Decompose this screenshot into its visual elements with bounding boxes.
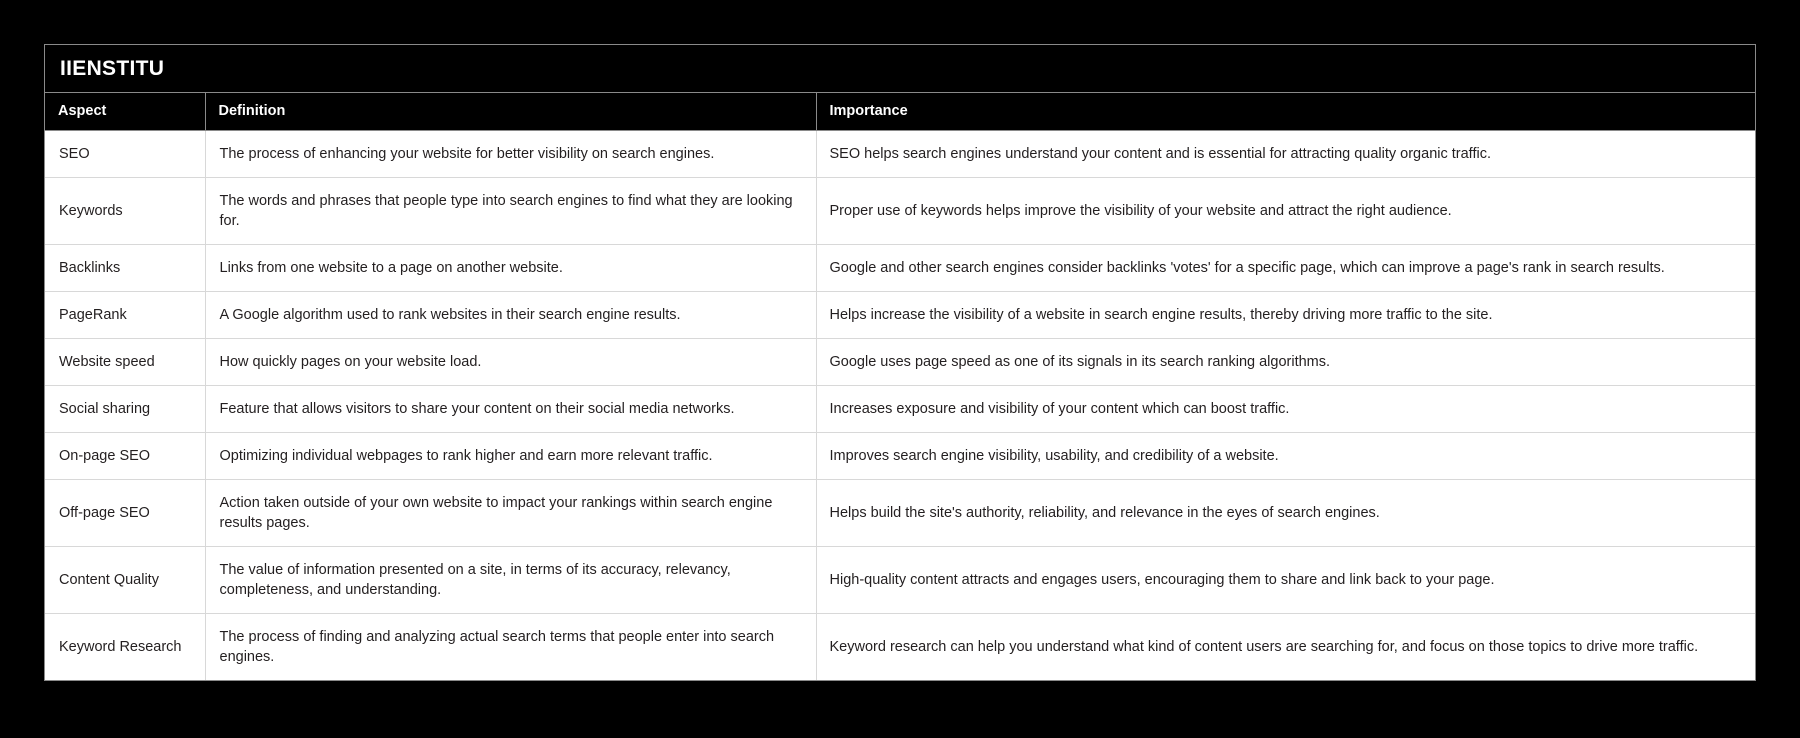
cell-aspect: Keyword Research [45, 614, 205, 681]
table-row [45, 480, 1755, 547]
cell-definition: The words and phrases that people type into search engines to find what they are looking for. [205, 178, 816, 245]
cell-importance: SEO helps search engines understand your content and is essential for attracting quality organic traffic. [816, 131, 1755, 178]
cell-importance: High-quality content attracts and engages users, encouraging them to share and link back to your page. [816, 547, 1755, 614]
brand-title: IIENSTITU [60, 57, 165, 80]
cell-definition: How quickly pages on your website load. [205, 339, 816, 386]
cell-aspect: Off-page SEO [45, 480, 205, 547]
cell-importance: Increases exposure and visibility of your content which can boost traffic. [816, 386, 1755, 433]
table-header-row [45, 93, 1755, 131]
cell-aspect: Content Quality [45, 547, 205, 614]
cell-aspect: Keywords [45, 178, 205, 245]
column-header-importance: Importance [816, 93, 1755, 131]
cell-importance: Helps increase the visibility of a website in search engine results, thereby driving more traffic to the site. [816, 292, 1755, 339]
cell-definition: Feature that allows visitors to share your content on their social media networks. [205, 386, 816, 433]
table-row [45, 178, 1755, 245]
table-row [45, 614, 1755, 681]
table-head [45, 93, 1755, 131]
table-row [45, 433, 1755, 480]
cell-definition: The value of information presented on a site, in terms of its accuracy, relevancy, completeness, and understanding. [205, 547, 816, 614]
cell-aspect: SEO [45, 131, 205, 178]
table-row [45, 339, 1755, 386]
cell-importance: Proper use of keywords helps improve the visibility of your website and attract the right audience. [816, 178, 1755, 245]
cell-importance: Keyword research can help you understand what kind of content users are searching for, and focus on those topics to drive more traffic. [816, 614, 1755, 681]
cell-importance: Google and other search engines consider backlinks 'votes' for a specific page, which can improve a page's rank in search results. [816, 245, 1755, 292]
table-body [45, 131, 1755, 681]
column-header-aspect: Aspect [45, 93, 205, 131]
cell-importance: Google uses page speed as one of its signals in its search ranking algorithms. [816, 339, 1755, 386]
cell-definition: The process of enhancing your website for better visibility on search engines. [205, 131, 816, 178]
cell-aspect: Website speed [45, 339, 205, 386]
seo-glossary-table-card [44, 44, 1756, 681]
cell-importance: Helps build the site's authority, reliability, and relevance in the eyes of search engines. [816, 480, 1755, 547]
brand-bar [45, 45, 1755, 93]
cell-definition: Links from one website to a page on another website. [205, 245, 816, 292]
seo-glossary-table [45, 93, 1755, 680]
cell-definition: A Google algorithm used to rank websites in their search engine results. [205, 292, 816, 339]
column-header-definition: Definition [205, 93, 816, 131]
table-row [45, 547, 1755, 614]
table-row [45, 292, 1755, 339]
cell-aspect: PageRank [45, 292, 205, 339]
table-row [45, 131, 1755, 178]
cell-aspect: Social sharing [45, 386, 205, 433]
cell-definition: The process of finding and analyzing actual search terms that people enter into search engines. [205, 614, 816, 681]
cell-importance: Improves search engine visibility, usability, and credibility of a website. [816, 433, 1755, 480]
table-row [45, 386, 1755, 433]
cell-aspect: On-page SEO [45, 433, 205, 480]
cell-aspect: Backlinks [45, 245, 205, 292]
cell-definition: Optimizing individual webpages to rank higher and earn more relevant traffic. [205, 433, 816, 480]
cell-definition: Action taken outside of your own website to impact your rankings within search engine results pages. [205, 480, 816, 547]
table-row [45, 245, 1755, 292]
